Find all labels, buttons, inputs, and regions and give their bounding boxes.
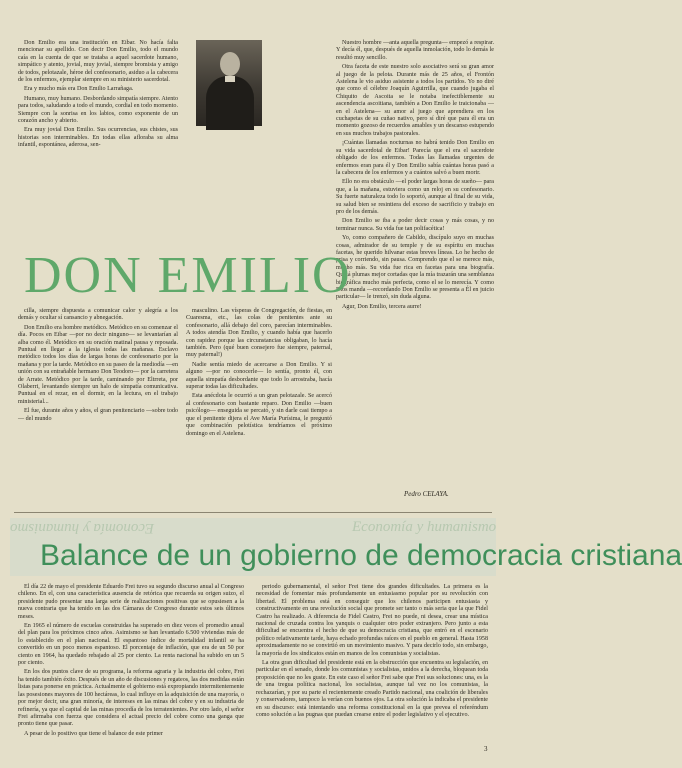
paragraph: Era muy jovial Don Emilio. Sus ocurrencias, sus chistes, sus historias son interminables. En todas ellas afloraba su alma infantil, espontánea, aderosa, sen-: [18, 127, 178, 149]
paragraph: El día 22 de mayo el presidente Eduardo Frei tuvo su segundo discurso anual al Congreso chileno. En el, con una característica ausencia de retórica que recuerda su origen suizo, el presidente pudo presentar una larga serie de realizaciones positivas que se opusiesen a la nueva contraria que ha tenido en las dos Cámaras de Congreso durante estos seis últimos meses.: [18, 584, 244, 620]
paragraph: El fue, durante años y años, el gran penitenciario —sobre todo— del mundo: [18, 408, 178, 422]
paragraph: Nuestro hombre —anta aquella pregunta— empezó a respirar. Y decía él, que, después de aquella inmolación, todo lo demás le resultó muy sencillo.: [336, 40, 494, 61]
paragraph: Humano, muy humano. Desbordando simpatía siempre. Atento para todos, saludando a todo el mundo, cordial en todo momento. Siempre con la sonrisa en los labios, como exponente de un corazón ancho y abierto.: [18, 95, 178, 125]
paragraph: cilla, siempre dispuesta a comunicar calor y alegría a los demás y ocultar sí cansancio y abnegación.: [18, 308, 178, 322]
watermark-text-right: Economía y humanismo: [352, 519, 497, 535]
paragraph: Nadie sentía miedo de acercarse a Don Emilio. Y si alguno —por no conocerle— lo sentía, pronto él, con aquella simpatía desbordante que todo lo arrostraba, hacía superar todas las dificultades.: [186, 361, 332, 391]
paragraph: En 1965 el número de escuelas construidas ha superado en diez veces el promedio anual del plan para los próximos cinco años. Asimismo se han levantado 6.500 viviendas más de lo establecido en el plan nacional. El espantoso índice de mortalidad infantil se ha convertido en un poco menos espantoso. El porcentaje de inflación, que era de un 50 por ciento en 1964, ha quedado rebajado al 25 por ciento. La renta nacional ha subido en un 5 por ciento.: [18, 623, 244, 667]
paragraph: masculino. Las vísperas de Congregación, de fiestas, en Cuaresma, etc., las colas de penitentes ante su confesonario, allá debajo del coro, parecían interminables. A todos atendía Don Emilio, y cuando había que hacerlo con rapidez porque las circunstancias obligaban, lo hacía también. Pero (qué buen consejero fue siempre, paternal, muy paternal!): [186, 308, 332, 359]
paragraph: Agur, Don Emilio, tercera aurre!: [342, 303, 422, 310]
top-column-1: [18, 40, 178, 236]
main-title: DON EMILIO: [24, 247, 352, 304]
page-number: 3: [484, 745, 488, 753]
top-column-3: [336, 40, 494, 486]
portrait-photo: [196, 40, 262, 126]
watermark-text: Economía y humanismo: [10, 520, 155, 536]
section-divider: [14, 512, 492, 513]
middle-column-2: [186, 308, 332, 506]
paragraph: Ello no era obstáculo —el poder largas horas de sueño— para que, a la mañana, estuviera como un reloj en su confesonario. Su fuerte naturaleza todo lo soportó, aunque al final de su vida, su salud bien se resintiera del exceso de sacrificio y trabajo en pro de los demás.: [336, 179, 494, 215]
paragraph: Don Emilio era hombre metódico. Metódico en su comenzar el día. Pocos en Eibar —por no decir ninguno— se levantarían al alba como él. Metódico en su oración matinal pausa y reposada. Puntual en llegar a la iglesia todas las mañanas. Esclavo metódico todos los días de largas horas de confesonario por la mañana y por la tarde. Metódico en su paseo de la mediodía —en unión con su entrañable hermano Don Teodoro— por la carretera de Arrate. Metódico por la tarde, caminando por Eltrreta, por Olaberri, levantando siempre un halo de simpatía comunicativa. Puntual en el rezar, en el dormir, en la lectura, en el trabajo ministerial...: [18, 324, 178, 405]
paragraph: Era y mucho más era Don Emilio Larrañaga.: [24, 86, 134, 93]
paragraph: A pesar de lo positivo que tiene el balance de este primer: [24, 730, 163, 737]
paragraph: Don Emilio se iba a poder decir cosas y más cosas, y no terminar nunca. Su vida fue tan polifacética!: [336, 218, 494, 232]
bottom-column-2: [256, 584, 488, 744]
paragraph: Esta anécdota le ocurrió a un gran pelotazale. Se acercó al confesonario con bastante reparo. Don Emilio —buen psicólogo— enseguida se percató, y sin darle casi tiempo a que el penitente dijera el Ave María Purísima, le preguntó que combinación pelotística tendríamos el próximo domingo en el Astelena.: [186, 393, 332, 437]
paragraph: En los dos puntos clave de su programa, la reforma agraria y la industria del cobre, Frei ha tenido también éxito. Después de un año de discusiones y regateos, las dos medidas están listas para ponerse en práctica. Actualmente el gobierno está expropiando intermitentemente las posesiones mayores de 100 hectáreas, lo cual influye en la adquisición de una mayoría, o por mejor decir, una gran minoría, de intereses en las minas del cobre y en su industria de refinería, ya que el capital de las minas procedía de los terratenientes. Por otro lado, el señor Frei afirmaba con fuerza que considera el actual precio del cobre como una ganga que pronto tiene que pasar.: [18, 669, 244, 728]
paragraph: Otra faceta de este nuestro solo asociativo será su gran amor al juego de la pelota. Durante más de 25 años, el Frontón Astelena le vio asiduo asistente a todos los partidos. Yo no diré que como el célebre Joaquín Aguirrilla, que cuando jugaba el Chiquito de Ascoita se le notaba inefectiblemente su ascendencia ascoitiana, también a Don Emilio le traicionaba —en el Astelena— su amor al juego que aprendiera en los cuchapetas de su cuñao nativo, pero sí diré que para él era un momento gozoso de recuerdos amables y un descanso estupendo en sus muchos trabajos pastorales.: [336, 64, 494, 137]
paragraph: ¡Cuántas llamadas nocturnas no habrá tenido Don Emilio en su vida sacerdotal de Eibar! Parecía que el era el sacerdote obligado de los enfermos. Todas las llamadas urgentes de enfermos eran para él y Don Emilio sabía cuántas horas pasó a la cabecera de los enfermos y a cuántos salvó a buen morir.: [336, 140, 494, 176]
paragraph: La otra gran dificultad del presidente está en la obstrucción que encuentra su legislación, en particular en el senado, donde los comunistas y socialistas, unidos a la derecha, bloquean toda proposición que no les guste. En este caso el señor Frei sabe que Frei sus soluciones: una, es la de una tregua política nacional, los socialistas, aunque tal vez no los comunistas, la rechazarían, y por su parte el recientemente creado Partido nacional, una coalición de liberales y conservadores, tampoco la verían con buenos ojos. La otra solución la indicaba el presidente en su discurso: está intentando una reforma constitucional en la que prevea el referéndum como solución a las pugnas que puedan crearse entre el poder legislativo y el ejecutivo.: [256, 660, 488, 718]
paragraph: Don Emilio era una institución en Eibar. No hacía falta mencionar su apellido. Con decir Don Emilio, todo el mundo caía en la cuenta de que se trataba a aquel sacerdote humano, simpático y atento, jovial, muy jovial, siempre bromista y amigo de todos, pelotazale, héroe del confesonario, asiduo a la cabecera de los enfermos, ejemplar siempre en su ministerio sacerdotal.: [18, 40, 178, 84]
article-title: Balance de un gobierno de democracia cristiana: [40, 539, 682, 572]
middle-column-1: [18, 308, 178, 506]
paragraph: periodo gubernamental, el señor Frei tiene dos grandes dificultades. La primera es la necesidad de fomentar más profundamente un entusiasmo popular por su revolución con libertad. El problema está en conseguir que los chilenos participen entusiasta y constructivamente en una revolución social que promete ser tanto o más seria que la que Fidel Castro ha realizado. A diferencia de Fidel Castro, Frei no puede, ni desea, crear una mística nacional de cruzada contra los yanquis o cualquier otro poder extranjero. Pero junto a esta dificultad se encuentra el hecho de que su democracia cristiana, que entró en el escenario político relativamente tarde, haya echado profundas raíces en el pueblo en general. Hasta 1958 aproximadamente no se convirtió en un movimiento masivo. Y para decirlo todo, sin embargo, la mayoría de los sindicatos están en manos de los comunistas y socialistas.: [256, 584, 488, 657]
bottom-column-1: [18, 584, 244, 760]
signature: Pedro CELAYA.: [404, 490, 449, 498]
paragraph: Yo, como compañero de Cabildo, discípulo suyo en muchas cosas, admirador de su temple y de su espíritu en muchas facetas, he querido hilvanar estas breves líneas. Lo he hecho de prisa y corriendo, sin pausa. Comprendo que el se merece más, mucho más. Su vida fue rica en facetas para una biografía. Quizá plumas mejor cortadas que la mía trazarán una semblanza biográfica mucho más perfecta, como el se lo merecía. Y como Dios manda —recordando Don Emilio se presenta a Él en juicio particular— le trenzó, sin duda alguna.: [336, 235, 494, 301]
